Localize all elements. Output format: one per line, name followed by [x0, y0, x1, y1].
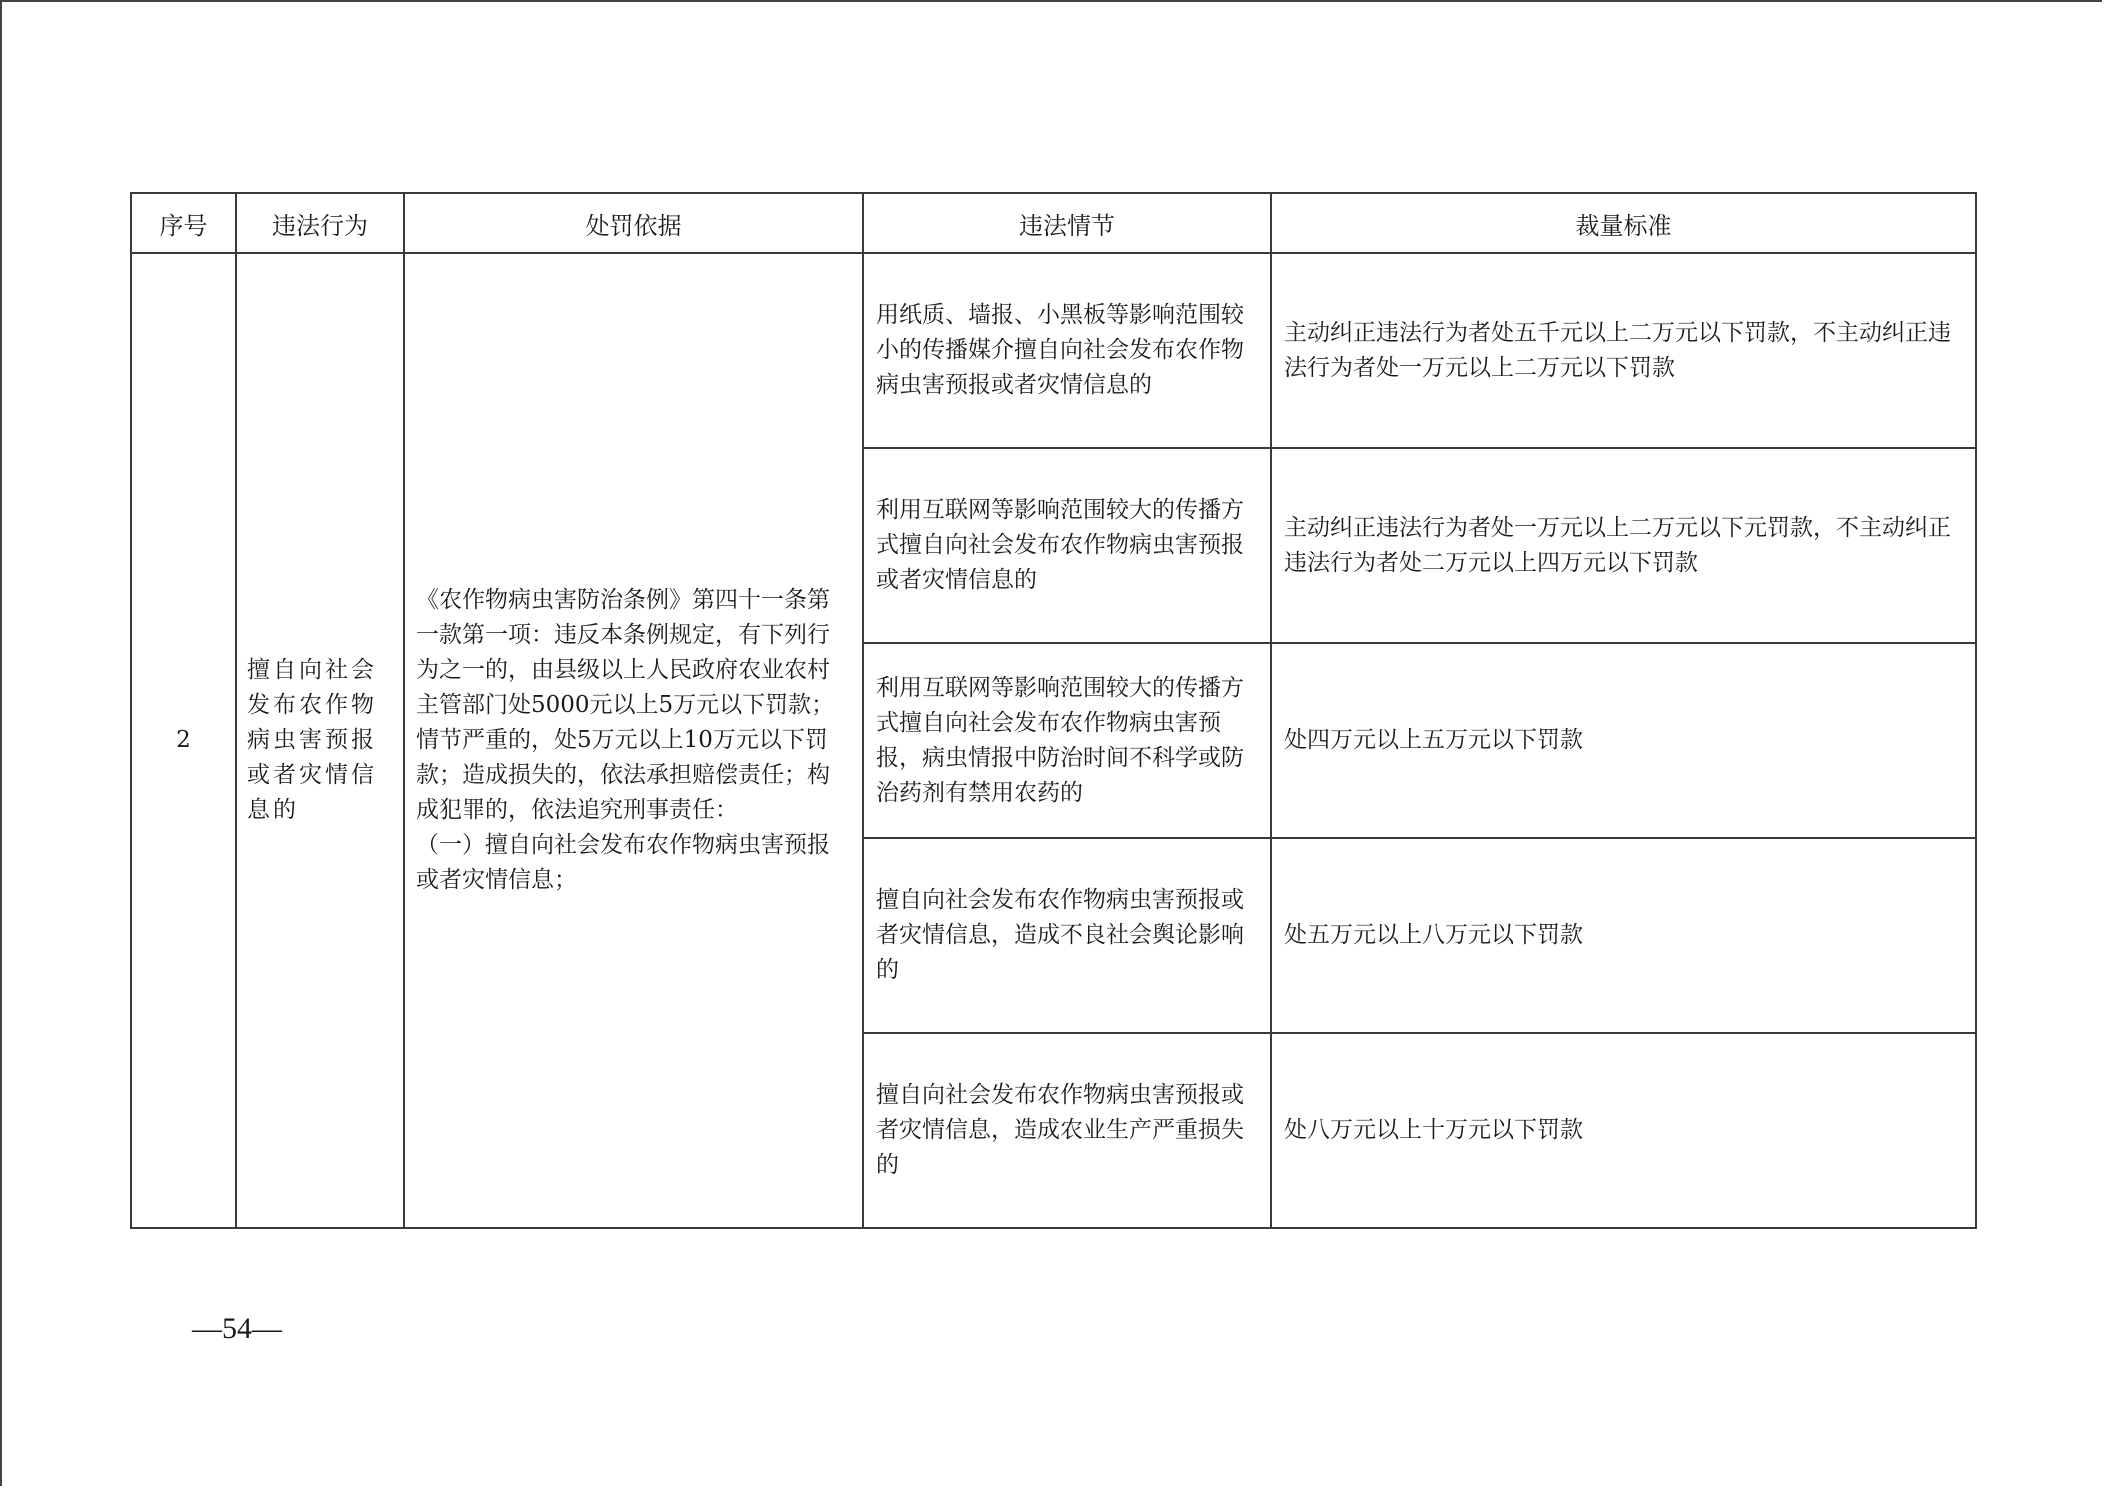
table-header-row	[131, 193, 1976, 253]
page-number: —54—	[192, 1312, 282, 1345]
cell-seq: 2	[131, 253, 236, 1228]
cell-circumstance: 利用互联网等影响范围较大的传播方式擅自向社会发布农作物病虫害预报，病虫情报中防治时间不科学或防治药剂有禁用农药的	[863, 643, 1271, 838]
cell-basis	[404, 253, 863, 1228]
header-circumstance: 违法情节	[863, 193, 1271, 253]
cell-circumstance: 擅自向社会发布农作物病虫害预报或者灾情信息，造成不良社会舆论影响的	[863, 838, 1271, 1033]
cell-circumstance: 利用互联网等影响范围较大的传播方式擅自向社会发布农作物病虫害预报或者灾情信息的	[863, 448, 1271, 643]
cell-standard: 处四万元以上五万元以下罚款	[1271, 643, 1976, 838]
table-row	[131, 253, 1976, 448]
header-violation: 违法行为	[236, 193, 404, 253]
header-standard: 裁量标准	[1271, 193, 1976, 253]
cell-standard: 主动纠正违法行为者处一万元以上二万元以下元罚款，不主动纠正违法行为者处二万元以上四万元以下罚款	[1271, 448, 1976, 643]
cell-circumstance: 用纸质、墙报、小黑板等影响范围较小的传播媒介擅自向社会发布农作物病虫害预报或者灾情信息的	[863, 253, 1271, 448]
basis-paragraph: 《农作物病虫害防治条例》第四十一条第一款第一项：违反本条例规定，有下列行为之一的，由县级以上人民政府农业农村主管部门处5000元以上5万元以下罚款；情节严重的，处5万元以上10万元以下罚款；造成损失的，依法承担赔偿责任；构成犯罪的，依法追究刑事责任：	[416, 587, 835, 823]
cell-circumstance: 擅自向社会发布农作物病虫害预报或者灾情信息，造成农业生产严重损失的	[863, 1033, 1271, 1228]
header-basis: 处罚依据	[404, 193, 863, 253]
cell-standard: 处五万元以上八万元以下罚款	[1271, 838, 1976, 1033]
basis-item: （一）擅自向社会发布农作物病虫害预报或者灾情信息；	[416, 832, 830, 893]
header-seq: 序号	[131, 193, 236, 253]
penalty-discretion-table	[130, 192, 1977, 1229]
cell-standard: 主动纠正违法行为者处五千元以上二万元以下罚款，不主动纠正违法行为者处一万元以上二万元以下罚款	[1271, 253, 1976, 448]
cell-standard: 处八万元以上十万元以下罚款	[1271, 1033, 1976, 1228]
cell-violation: 擅自向社会发布农作物病虫害预报或者灾情信息的	[236, 253, 404, 1228]
